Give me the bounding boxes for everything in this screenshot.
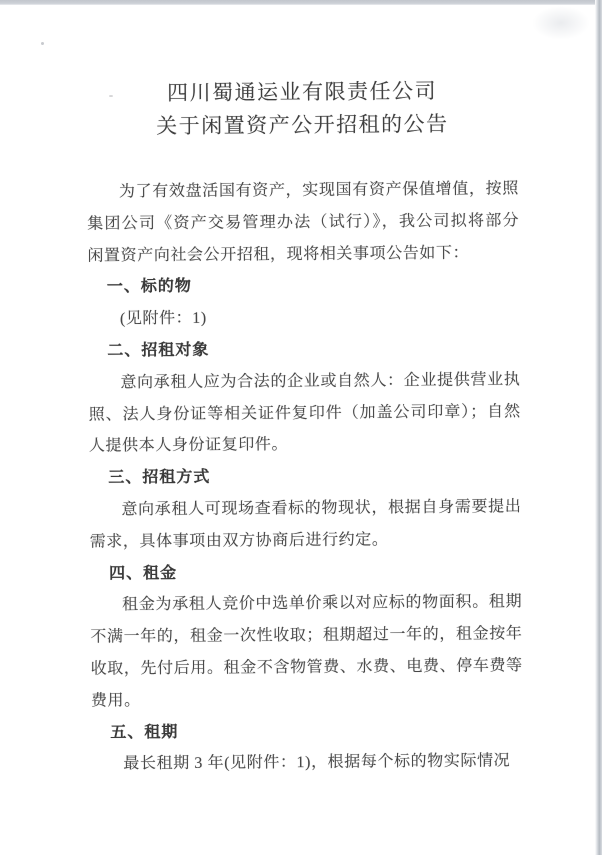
section-heading: 四、租金	[109, 564, 178, 583]
section-heading: 一、标的物	[106, 278, 192, 296]
paragraph: 最长租期 3 年(见附件：1)，根据每个标的物实际情况	[123, 752, 511, 773]
document-body	[87, 173, 524, 781]
document-title	[86, 74, 519, 143]
section-heading: 五、租期	[110, 723, 179, 742]
section-heading: 二、招租对象	[107, 341, 210, 360]
scan-speck	[41, 42, 44, 45]
document-title-line-1: 四川蜀通运业有限责任公司	[167, 78, 438, 106]
scan-smudge	[532, 6, 590, 40]
document-page	[86, 74, 524, 781]
paragraph: 租金为承租人竞价中选单价乘以对应标的物面积。租期不满一年的，租金一次性收取；租期超过一年的，租金按年收取，先付后用。租金不含物管费、水费、电费、停车费等费用。	[90, 593, 523, 710]
paragraph: (见附件：1)	[119, 309, 207, 328]
paragraph: 意向承租人可现场查看标的物现状，根据自身需要提出需求，具体事项由双方协商后进行约定。	[89, 498, 522, 551]
scan-edge-top	[0, 0, 602, 5]
scan-edge-right	[595, 0, 602, 855]
section-heading: 三、招租方式	[108, 468, 211, 487]
paragraph: 意向承租人应为合法的企业或自然人：企业提供营业执照、法人身份证等相关证件复印件（加盖公司印章）；自然人提供本人身份证复印件。	[88, 371, 521, 456]
paragraph: 为了有效盘活国有资产，实现国有资产保值增值，按照集团公司《资产交易管理办法（试行）》，我公司拟将部分闲置资产向社会公开招租，现将相关事项公告如下：	[87, 180, 520, 265]
document-title-line-2: 关于闲置资产公开招租的公告	[156, 111, 449, 139]
